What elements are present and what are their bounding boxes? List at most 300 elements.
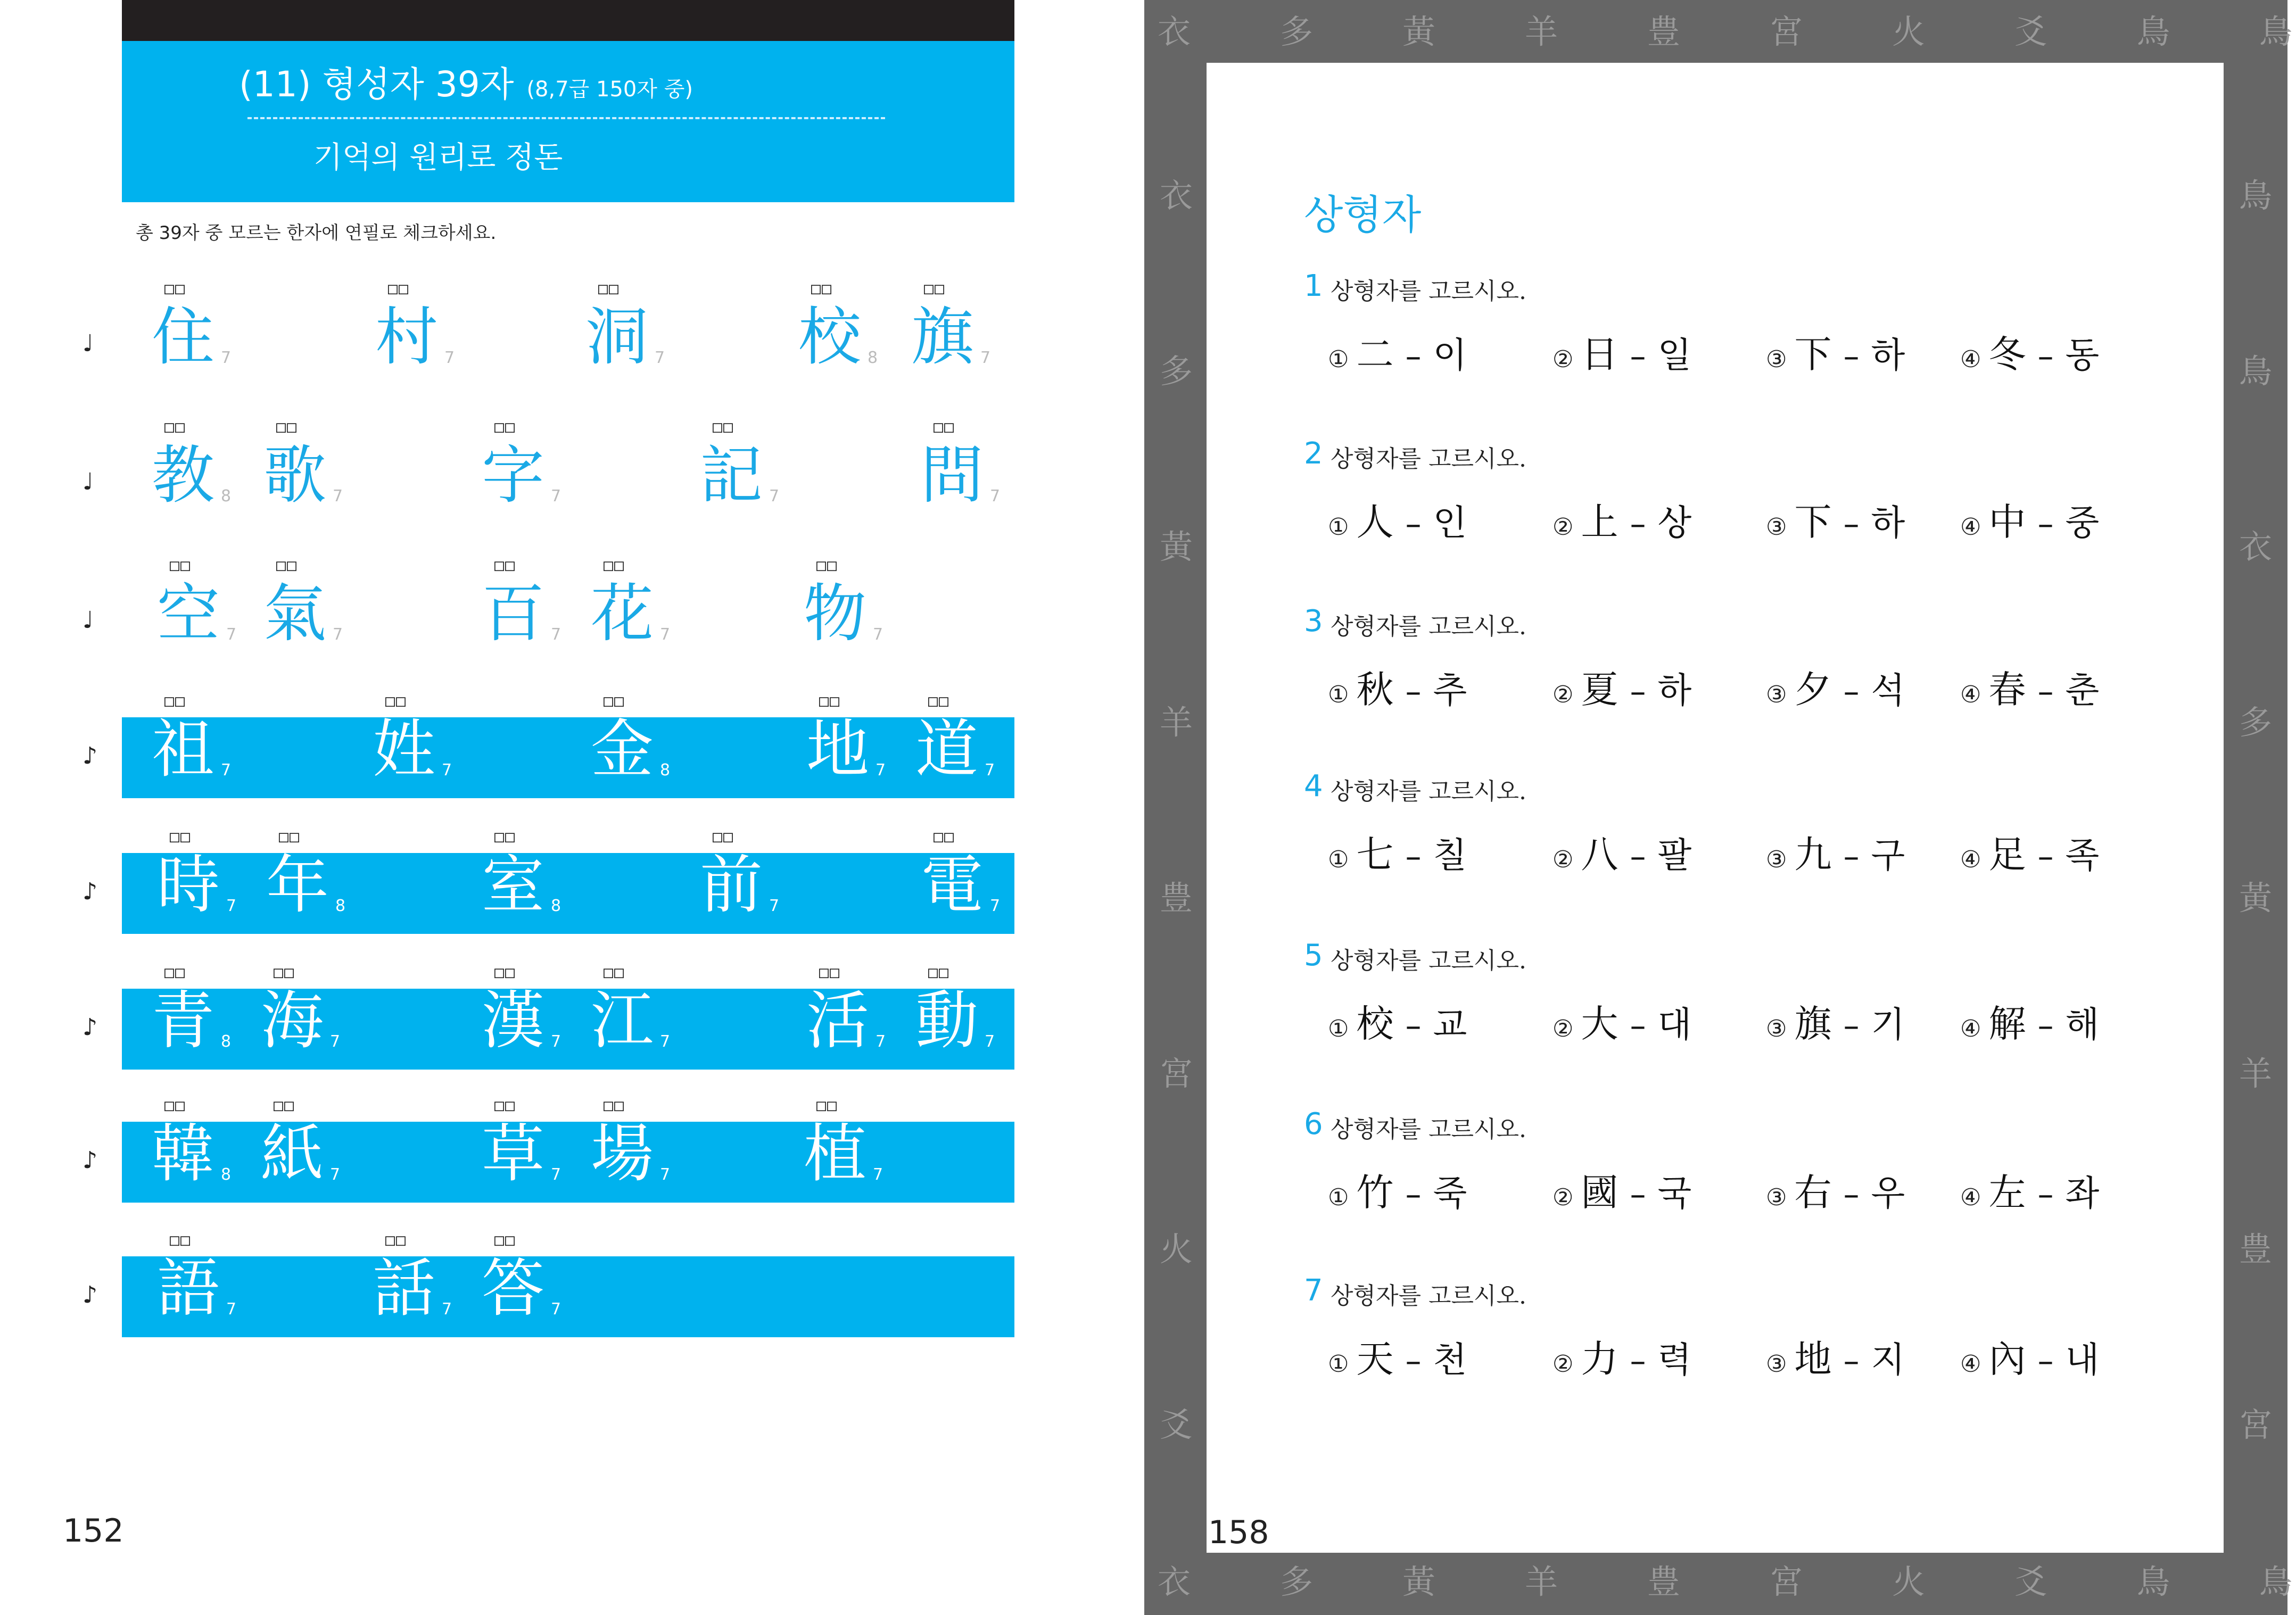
hanja-entry [152,963,232,1070]
hanja-grade: 8 [335,897,346,915]
reading-box[interactable]: □□ [494,963,516,982]
option-hanja: 校 [1356,1002,1394,1046]
hanja-entry [152,692,232,798]
reading-box[interactable]: □□ [164,279,186,298]
hanja-grade: 7 [551,487,561,506]
option-dash: – [1843,338,1860,375]
row-highlight-band [122,1122,1014,1203]
option-mark: ③ [1766,1015,1787,1042]
hanja-character: 話 [373,1252,436,1325]
hanja-grade: 8 [221,1032,232,1051]
hanja-entry [915,692,995,798]
answer-option[interactable] [1766,325,1905,378]
reading-box[interactable]: □□ [928,692,950,710]
option-mark: ③ [1766,346,1787,373]
hanja-character: 活 [806,984,870,1057]
option-reading: 동 [2065,335,2100,376]
answer-option[interactable] [1328,825,1467,879]
option-reading: 하 [1871,502,1905,543]
option-dash: – [2037,338,2054,375]
hanja-character: 語 [157,1252,220,1325]
reading-box[interactable]: □□ [170,827,192,846]
answer-option[interactable] [1766,1163,1905,1216]
hanja-entry [261,963,341,1070]
hanja-entry [591,963,671,1070]
option-dash: – [1630,1343,1646,1380]
hanja-entry [263,556,343,662]
row-note-symbol: ♩ [82,330,94,357]
hanja-grade: 7 [990,487,1001,506]
hanja-grade: 7 [873,625,883,644]
hanja-character: 字 [482,438,545,512]
hanja-character: 道 [915,713,979,786]
option-mark: ④ [1960,1184,1981,1211]
hanja-grade: 7 [660,625,671,644]
option-dash: – [1630,1176,1646,1213]
option-mark: ① [1328,514,1349,541]
hanja-entry [152,1096,232,1203]
page-number-left: 152 [63,1512,124,1550]
ancient-glyph-decoration: 宮 [2239,1405,2272,1444]
reading-box[interactable]: □□ [819,963,841,982]
ancient-glyph-decoration: 多 [1159,352,1193,391]
answer-option[interactable] [1960,994,2099,1048]
option-hanja: 力 [1581,1337,1618,1381]
answer-option[interactable] [1328,660,1467,714]
reading-box[interactable]: □□ [819,692,841,710]
reading-box[interactable]: □□ [598,279,620,298]
hanja-character: 江 [591,984,654,1057]
hanja-character: 植 [804,1117,867,1190]
hanja-entry [152,279,232,386]
hanja-character: 紙 [261,1117,324,1190]
answer-option[interactable] [1552,1163,1691,1216]
ancient-glyph-decoration: 火 [1892,1562,1925,1601]
header-divider [247,117,885,119]
hanja-entry [591,556,671,662]
reading-box[interactable]: □□ [279,827,301,846]
instruction-text: 총 39자 중 모르는 한자에 연필로 체크하세요. [136,222,497,244]
hanja-entry [157,556,237,662]
option-mark: ④ [1960,1351,1981,1378]
answer-option[interactable] [1328,1163,1467,1216]
hanja-grade: 7 [330,1165,341,1184]
hanja-entry [482,418,561,524]
hanja-character: 洞 [585,300,649,374]
section-subtitle: 기억의 원리로 정돈 [313,140,563,175]
option-mark: ④ [1960,1015,1981,1042]
option-dash: – [1630,506,1646,543]
question-text: 상형자를 고르시오. [1331,278,1527,305]
hanja-character: 韓 [152,1117,215,1190]
option-hanja: 下 [1794,333,1832,376]
hanja-character: 電 [921,848,984,922]
option-mark: ③ [1766,681,1787,708]
option-dash: – [1630,338,1646,375]
row-note-symbol: ♪ [82,878,98,905]
answer-option[interactable] [1328,325,1467,378]
answer-option[interactable] [1552,492,1691,546]
hanja-grade: 8 [660,761,671,780]
option-reading: 칠 [1433,835,1467,876]
reading-box[interactable]: □□ [494,418,516,436]
hanja-character: 海 [261,984,324,1057]
section-header-band [122,41,1014,202]
reading-box[interactable]: □□ [164,418,186,436]
option-hanja: 國 [1581,1171,1618,1214]
option-mark: ② [1552,846,1574,873]
hanja-character: 動 [915,984,979,1057]
option-hanja: 足 [1988,833,2026,876]
option-hanja: 夏 [1581,668,1618,711]
option-dash: – [2037,838,2054,875]
hanja-character: 祖 [152,713,215,786]
option-dash: – [1405,1007,1422,1045]
reading-box[interactable]: □□ [713,418,734,436]
hanja-entry [152,418,232,524]
hanja-character: 空 [157,577,220,650]
hanja-grade: 7 [985,1032,995,1051]
hanja-entry [373,692,452,798]
ancient-glyph-decoration: 羊 [1524,12,1558,51]
option-hanja: 八 [1581,833,1618,876]
answer-option[interactable] [1766,660,1905,714]
option-dash: – [1405,1343,1422,1380]
option-hanja: 竹 [1356,1171,1394,1214]
hanja-character: 青 [152,984,215,1057]
ancient-glyph-decoration: 衣 [1157,1562,1191,1601]
hanja-character: 室 [482,848,545,922]
question-number: 3 [1304,604,1323,639]
reading-box[interactable]: □□ [924,279,946,298]
option-mark: ① [1328,1351,1349,1378]
option-mark: ② [1552,1015,1574,1042]
answer-option[interactable] [1960,660,2099,714]
ancient-glyph-decoration: 宮 [1769,12,1803,51]
hanja-entry [700,827,780,934]
option-dash: – [1630,673,1646,710]
answer-option[interactable] [1960,825,2099,879]
option-dash: – [2037,1343,2054,1380]
hanja-character: 村 [375,300,439,374]
hanja-entry [263,418,343,524]
hanja-entry [915,963,995,1070]
hanja-grade: 8 [221,487,232,506]
hanja-entry [157,1231,237,1337]
answer-option[interactable] [1552,325,1691,378]
answer-option[interactable] [1552,994,1691,1048]
reading-box[interactable]: □□ [604,963,625,982]
hanja-entry [921,418,1001,524]
answer-option[interactable] [1328,994,1467,1048]
option-reading: 지 [1871,1339,1905,1380]
option-hanja: 日 [1581,333,1618,376]
option-mark: ② [1552,1351,1574,1378]
hanja-character: 答 [482,1252,545,1325]
hanja-entry [806,692,886,798]
reading-box[interactable]: □□ [713,827,734,846]
question-number: 6 [1304,1107,1323,1141]
option-dash: – [1405,838,1422,875]
reading-box[interactable]: □□ [170,556,192,575]
answer-option[interactable] [1328,1329,1467,1383]
hanja-grade: 7 [873,1165,883,1184]
ancient-glyph-decoration: 鳥 [2136,1562,2170,1601]
option-mark: ④ [1960,346,1981,373]
hanja-grade: 7 [551,1032,561,1051]
ancient-glyph-decoration: 鳥 [2239,352,2272,391]
hanja-entry [375,279,455,386]
answer-option[interactable] [1960,1163,2099,1216]
option-hanja: 左 [1988,1171,2026,1214]
reading-box[interactable]: □□ [604,692,625,710]
ancient-glyph-decoration: 宮 [1159,1054,1193,1093]
option-dash: – [1843,1176,1860,1213]
hanja-grade: 7 [442,1300,452,1319]
answer-option[interactable] [1766,1329,1905,1383]
option-dash: – [1843,1007,1860,1045]
option-dash: – [1630,1007,1646,1045]
question-number: 4 [1304,769,1323,804]
option-reading: 좌 [2065,1173,2100,1214]
ancient-glyph-decoration: 黃 [1159,527,1193,566]
option-hanja: 天 [1356,1337,1394,1381]
option-reading: 교 [1433,1004,1467,1045]
ancient-glyph-decoration: 鳥 [2259,1562,2292,1601]
option-reading: 기 [1871,1004,1905,1045]
hanja-character: 氣 [263,577,327,650]
option-dash: – [2037,673,2054,710]
hanja-entry [482,963,561,1070]
hanja-entry [157,827,237,934]
hanja-entry [804,1096,883,1203]
ancient-glyph-decoration: 羊 [1159,703,1193,742]
reading-box[interactable]: □□ [276,418,298,436]
option-hanja: 地 [1794,1337,1832,1381]
hanja-character: 花 [591,577,654,650]
hanja-entry [373,1231,452,1337]
hanja-entry [482,1096,561,1203]
option-reading: 력 [1657,1339,1692,1380]
answer-option[interactable] [1766,492,1905,546]
hanja-grade: 7 [551,1165,561,1184]
reading-box[interactable]: □□ [811,279,833,298]
option-reading: 이 [1433,335,1467,376]
ancient-glyph-decoration: 鳥 [2239,176,2272,215]
hanja-grade: 7 [226,625,237,644]
option-reading: 인 [1433,502,1467,543]
answer-option[interactable] [1766,994,1905,1048]
row-note-symbol: ♩ [82,468,94,495]
hanja-character: 草 [482,1117,545,1190]
option-reading: 추 [1433,670,1467,711]
option-reading: 죽 [1433,1173,1467,1214]
option-dash: – [1405,506,1422,543]
option-mark: ② [1552,1184,1574,1211]
hanja-entry [806,963,886,1070]
reading-box[interactable]: □□ [494,1231,516,1249]
question-number: 7 [1304,1273,1323,1308]
hanja-entry [482,556,561,662]
hanja-grade: 7 [990,897,1001,915]
ancient-glyph-decoration: 火 [1892,12,1925,51]
ancient-glyph-decoration: 爻 [2014,12,2047,51]
ancient-glyph-decoration: 宮 [1769,1562,1803,1601]
reading-box[interactable]: □□ [604,1096,625,1115]
option-mark: ① [1328,1184,1349,1211]
hanja-character: 地 [806,713,870,786]
option-hanja: 七 [1356,833,1394,876]
ancient-glyph-decoration: 多 [1279,12,1313,51]
answer-option[interactable] [1552,660,1691,714]
option-mark: ① [1328,846,1349,873]
reading-box[interactable]: □□ [385,1231,407,1249]
hanja-entry [482,827,561,934]
hanja-character: 問 [921,438,984,512]
reading-box[interactable]: □□ [274,1096,295,1115]
hanja-entry [798,279,878,386]
ancient-glyph-decoration: 豊 [1647,1562,1680,1601]
option-hanja: 冬 [1988,333,2026,376]
reading-box[interactable]: □□ [164,963,186,982]
option-dash: – [1630,838,1646,875]
hanja-entry [585,279,665,386]
section-title [239,56,693,106]
hanja-entry [482,1231,561,1337]
ancient-glyph-decoration: 鳥 [2136,12,2170,51]
option-dash: – [1843,673,1860,710]
option-reading: 하 [1657,670,1692,711]
hanja-entry [591,692,671,798]
reading-box[interactable]: □□ [494,556,516,575]
ancient-glyph-decoration: 豊 [1647,12,1680,51]
option-dash: – [2037,506,2054,543]
option-mark: ① [1328,681,1349,708]
option-reading: 대 [1657,1004,1692,1045]
reading-box[interactable]: □□ [934,418,955,436]
option-dash: – [2037,1007,2054,1045]
option-mark: ② [1552,681,1574,708]
question-number: 1 [1304,269,1323,303]
reading-box[interactable]: □□ [604,556,625,575]
row-note-symbol: ♪ [82,1147,98,1174]
answer-option[interactable] [1552,1329,1691,1383]
option-mark: ③ [1766,514,1787,541]
hanja-grade: 7 [221,349,232,367]
option-hanja: 內 [1988,1337,2026,1381]
answer-option[interactable] [1552,825,1691,879]
hanja-entry [921,827,1001,934]
hanja-character: 時 [157,848,220,922]
option-hanja: 九 [1794,833,1832,876]
option-reading: 하 [1871,335,1905,376]
top-dark-bar [122,0,1014,41]
hanja-entry [591,1096,671,1203]
reading-box[interactable]: □□ [170,1231,192,1249]
hanja-grade: 7 [876,761,886,780]
option-hanja: 中 [1988,500,2026,544]
option-hanja: 解 [1988,1002,2026,1046]
reading-box[interactable]: □□ [934,827,955,846]
reading-box[interactable]: □□ [385,692,407,710]
section-title-main: (11) 형성자 39자 [239,64,514,105]
ancient-glyph-decoration: 羊 [1524,1562,1558,1601]
option-reading: 상 [1657,502,1692,543]
hanja-grade: 7 [333,487,343,506]
option-dash: – [2037,1176,2054,1213]
option-hanja: 上 [1581,500,1618,544]
hanja-grade: 7 [660,1032,671,1051]
answer-option[interactable] [1328,492,1467,546]
reading-box[interactable]: □□ [816,1096,838,1115]
option-dash: – [1405,338,1422,375]
answer-option[interactable] [1960,492,2099,546]
question-text: 상형자를 고르시오. [1331,778,1527,805]
ancient-glyph-decoration: 黃 [1402,12,1435,51]
answer-option[interactable] [1960,1329,2099,1383]
option-dash: – [1843,838,1860,875]
option-mark: ④ [1960,681,1981,708]
reading-box[interactable]: □□ [164,692,186,710]
row-note-symbol: ♪ [82,1281,98,1308]
ancient-glyph-decoration: 多 [2239,703,2272,742]
hanja-entry [266,827,346,934]
section-title-sub: (8,7급 150자 중) [526,77,693,102]
option-reading: 우 [1871,1173,1905,1214]
option-mark: ④ [1960,846,1981,873]
answer-option[interactable] [1766,825,1905,879]
option-reading: 석 [1871,670,1905,711]
right-heading: 상형자 [1304,191,1422,238]
hanja-grade: 7 [660,1165,671,1184]
question-text: 상형자를 고르시오. [1331,1116,1527,1143]
hanja-grade: 7 [551,1300,561,1319]
reading-box[interactable]: □□ [494,827,516,846]
reading-box[interactable]: □□ [928,963,950,982]
option-mark: ② [1552,346,1574,373]
answer-option[interactable] [1960,325,2099,378]
question-number: 2 [1304,436,1323,471]
option-reading: 춘 [2065,670,2100,711]
hanja-entry [804,556,883,662]
option-reading: 족 [2065,835,2100,876]
hanja-grade: 7 [769,487,780,506]
option-hanja: 秋 [1356,668,1394,711]
hanja-character: 前 [700,848,763,922]
hanja-entry [911,279,991,386]
hanja-grade: 8 [868,349,878,367]
option-dash: – [1843,1343,1860,1380]
ancient-glyph-decoration: 爻 [1159,1405,1193,1444]
reading-box[interactable]: □□ [388,279,410,298]
ancient-glyph-decoration: 火 [1159,1230,1193,1269]
ancient-glyph-decoration: 豊 [2239,1230,2272,1269]
hanja-character: 場 [591,1117,654,1190]
hanja-entry [700,418,780,524]
option-reading: 중 [2065,502,2100,543]
ancient-glyph-decoration: 衣 [2239,527,2272,566]
hanja-character: 姓 [373,713,436,786]
ancient-glyph-decoration: 衣 [1159,176,1193,215]
reading-box[interactable]: □□ [274,963,295,982]
reading-box[interactable]: □□ [276,556,298,575]
option-reading: 내 [2065,1339,2100,1380]
question-text: 상형자를 고르시오. [1331,947,1527,974]
reading-box[interactable]: □□ [494,1096,516,1115]
reading-box[interactable]: □□ [816,556,838,575]
option-hanja: 夕 [1794,668,1832,711]
reading-box[interactable]: □□ [164,1096,186,1115]
